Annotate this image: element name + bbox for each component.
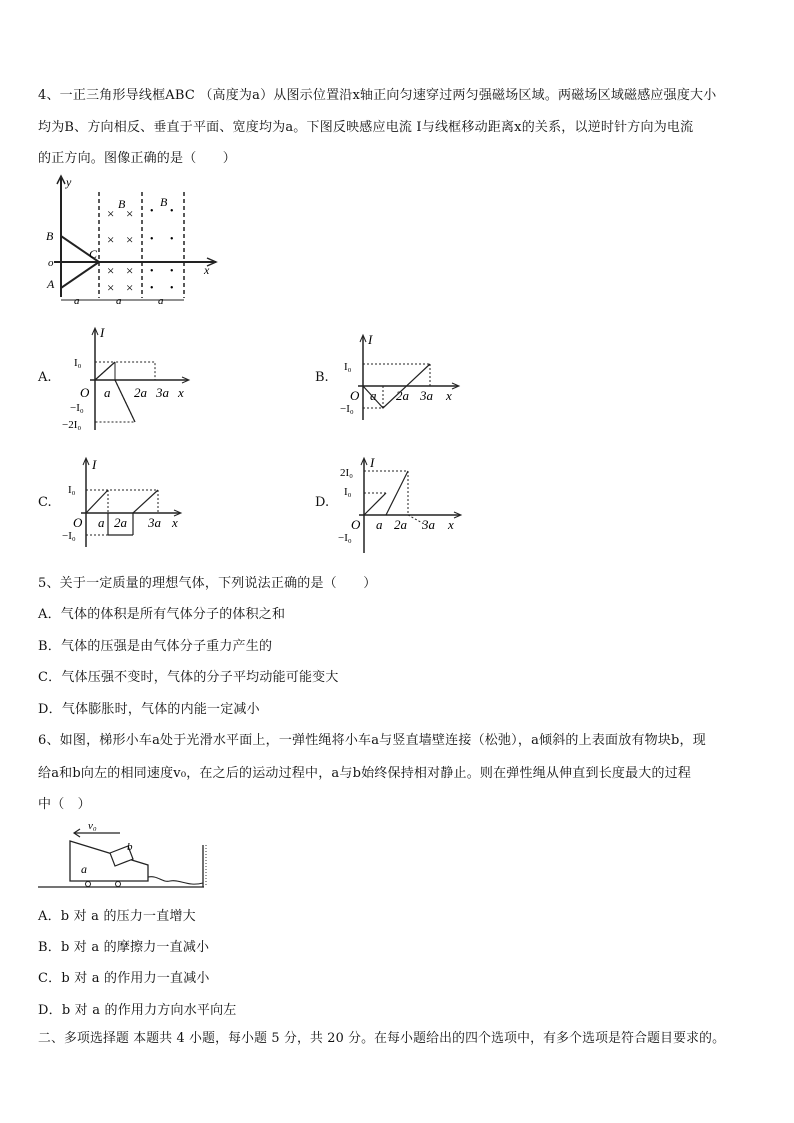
svg-text:3a: 3a [148,515,161,530]
field-out-of-page [150,206,174,294]
q4-option-d-label[interactable]: D. [315,495,330,510]
svg-text:x: x [172,515,178,530]
svg-text:3a: 3a [420,388,433,403]
svg-text:O: O [351,517,361,532]
field-into-page [107,206,133,295]
vertex-b-label: B [46,229,54,243]
q6-line-3: 中（ ） [38,797,91,812]
svg-text:a: a [74,295,80,307]
svg-text:b: b [127,841,133,853]
q5-option-c[interactable]: C．气体压强不变时，气体的分子平均动能可能变大 [38,670,339,685]
svg-text:a: a [98,515,105,530]
svg-text:•: • [150,206,154,217]
svg-text:−I₀: −I₀ [340,403,354,415]
svg-text:−I₀: −I₀ [70,402,84,414]
svg-text:x: x [178,385,184,400]
svg-text:O: O [80,385,90,400]
q5-option-a[interactable]: A．气体的体积是所有气体分子的体积之和 [38,607,286,622]
q4-magnetic-field-figure [44,172,224,312]
svg-text:3a: 3a [422,517,435,532]
q6-cart-figure [38,815,208,895]
field-b2-label: B [160,195,168,209]
svg-text:−2I₀: −2I₀ [62,419,82,431]
svg-text:x: x [448,517,454,532]
svg-text:I₀: I₀ [74,357,82,369]
svg-text:3a: 3a [156,385,169,400]
svg-text:a: a [370,388,377,403]
svg-text:−I₀: −I₀ [338,532,352,544]
svg-text:×: × [126,263,134,278]
svg-text:x: x [446,388,452,403]
svg-text:×: × [107,280,115,295]
svg-text:I: I [100,325,105,340]
svg-text:×: × [126,206,134,221]
fig-origin-label: o [48,257,54,269]
svg-text:2a: 2a [134,385,147,400]
q4-line-3: 的正方向。图像正确的是（ ） [38,151,237,166]
svg-text:I₀: I₀ [344,361,352,373]
svg-text:a: a [104,385,111,400]
vertex-a-label: A [47,277,55,291]
svg-text:O: O [73,515,83,530]
svg-text:×: × [107,232,115,247]
svg-text:×: × [126,232,134,247]
svg-text:I₀: I₀ [68,484,76,496]
svg-text:a: a [158,295,164,307]
svg-text:•: • [170,283,174,294]
svg-text:−I₀: −I₀ [62,530,76,542]
q6-line-1: 6、如图，梯形小车a处于光滑水平面上，一弹性绳将小车a与竖直墙壁连接（松弛），a倾斜的上表面放有物块b，现 [38,733,706,748]
svg-text:•: • [150,283,154,294]
q5-option-b[interactable]: B．气体的压强是由气体分子重力产生的 [38,639,273,654]
svg-text:•: • [150,266,154,277]
q4-option-b-graph[interactable] [338,332,463,422]
svg-text:2a: 2a [114,515,127,530]
svg-text:I: I [92,457,97,472]
q4-line-1: 4、一正三角形导线框ABC （高度为a）从图示位置沿x轴正向匀速穿过两匀强磁场区域。两磁场区域磁感应强度大小 [38,88,717,103]
svg-text:2a: 2a [396,388,409,403]
q6-line-2: 给a和b向左的相同速度v₀，在之后的运动过程中，a与b始终保持相对静止。则在弹性绳从伸直到长度最大的过程 [38,766,692,781]
svg-text:a: a [376,517,383,532]
svg-text:×: × [107,206,115,221]
q6-option-a[interactable]: A．b 对 a 的压力一直增大 [38,909,196,924]
svg-text:•: • [170,206,174,217]
svg-text:•: • [170,266,174,277]
fig-x-label: x [204,263,210,277]
section-2-heading: 二、多项选择题 本题共 4 小题，每小题 5 分，共 20 分。在每小题给出的四个选项中，有多个选项是符合题目要求的。 [38,1031,726,1046]
svg-text:I: I [368,332,373,347]
svg-text:O: O [350,388,360,403]
svg-text:2I₀: 2I₀ [340,467,353,479]
q4-option-c-graph[interactable] [62,455,187,550]
q4-option-a-label[interactable]: A. [38,370,52,385]
fig-y-label: y [66,175,72,189]
q4-line-2: 均为B、方向相反、垂直于平面、宽度均为a。下图反映感应电流 I与线框移动距离x的关系，以逆时针方向为电流 [38,120,694,135]
svg-text:•: • [170,234,174,245]
q5-stem: 5、关于一定质量的理想气体，下列说法正确的是（ ） [38,576,377,591]
q6-option-c[interactable]: C．b 对 a 的作用力一直减小 [38,971,210,986]
svg-text:2a: 2a [394,517,407,532]
q5-option-d[interactable]: D．气体膨胀时，气体的内能一定减小 [38,702,260,717]
field-b1-label: B [118,197,126,211]
q6-option-b[interactable]: B．b 对 a 的摩擦力一直减小 [38,940,210,955]
svg-text:×: × [107,263,115,278]
v0-label: v₀ [88,820,97,832]
vertex-c-label: C [89,247,98,261]
q4-option-c-label[interactable]: C. [38,495,52,510]
svg-text:a: a [81,862,87,876]
svg-text:×: × [126,280,134,295]
elastic-cord [148,877,203,884]
q6-option-d[interactable]: D．b 对 a 的作用力方向水平向左 [38,1003,237,1018]
q4-option-a-graph[interactable] [60,325,200,435]
svg-text:•: • [150,234,154,245]
svg-text:a: a [116,295,122,307]
svg-text:I₀: I₀ [344,486,352,498]
q4-option-b-label[interactable]: B. [315,370,329,385]
q4-option-d-graph[interactable] [336,455,466,555]
svg-text:I: I [370,455,375,470]
